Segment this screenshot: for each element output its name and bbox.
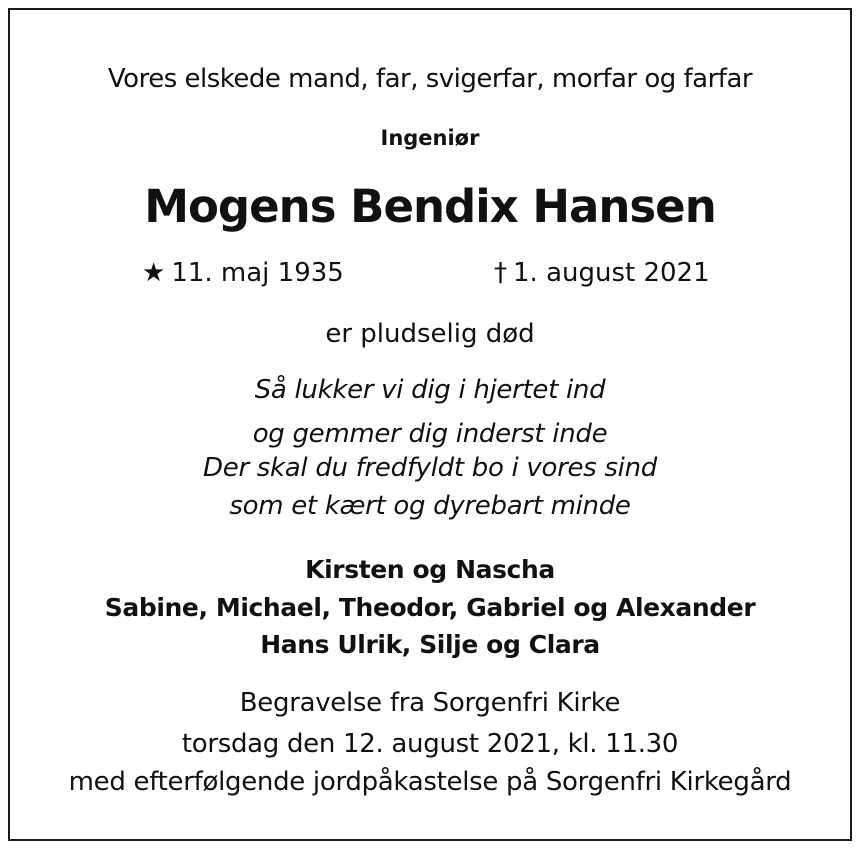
deceased-title: Ingeniør <box>380 126 480 150</box>
death-date-group <box>494 260 710 286</box>
verse-line: Så lukker vi dig i hjertet ind <box>254 375 606 405</box>
birth-date: 11. maj 1935 <box>171 258 344 288</box>
funeral-line: torsdag den 12. august 2021, kl. 11.30 <box>181 729 679 759</box>
birth-date-group <box>142 260 344 286</box>
family-line: Sabine, Michael, Theodor, Gabriel og Alexander <box>104 593 756 622</box>
verse-line: som et kært og dyrebart minde <box>229 491 631 521</box>
life-dates <box>0 260 860 294</box>
family-line: Kirsten og Nascha <box>305 555 555 584</box>
verse-line: og gemmer dig inderst inde <box>252 419 608 449</box>
funeral-line: med efterfølgende jordpåkastelse på Sorgenfri Kirkegård <box>68 767 792 797</box>
star-icon: ★ <box>142 258 166 288</box>
deceased-name: Mogens Bendix Hansen <box>144 180 716 233</box>
funeral-line: Begravelse fra Sorgenfri Kirke <box>239 688 621 718</box>
cause-of-death: er pludselig død <box>325 319 535 349</box>
intro-text: Vores elskede mand, far, svigerfar, morfar og farfar <box>107 64 753 94</box>
cross-icon: † <box>494 258 507 288</box>
verse-line: Der skal du fredfyldt bo i vores sind <box>203 453 657 483</box>
family-line: Hans Ulrik, Silje og Clara <box>260 630 600 659</box>
death-date: 1. august 2021 <box>513 258 710 288</box>
